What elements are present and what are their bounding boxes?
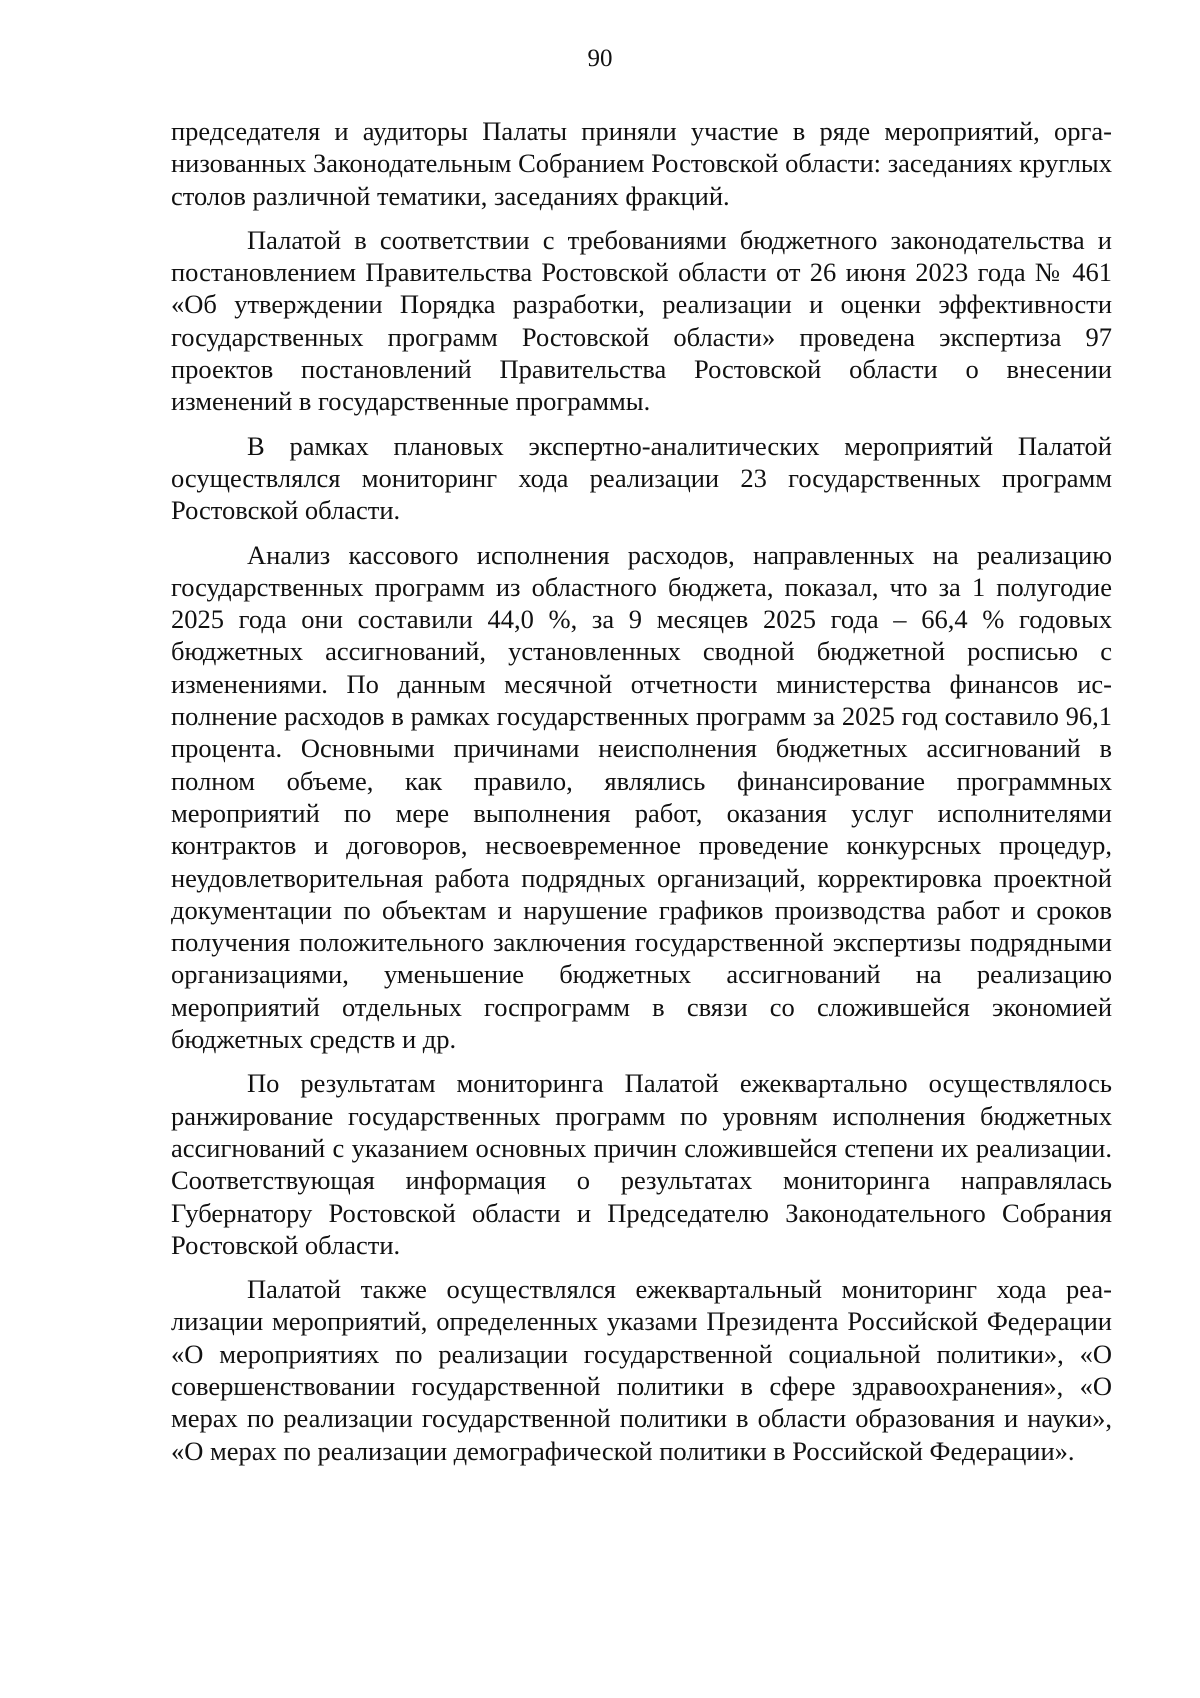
- paragraph-5: По результатам мониторинга Палатой ежеквартально осуществлялось ранжирование государственных программ по уровням исполнения бюджетных ассигнований с указанием основных причин сложившейся степени их реализации. Соответствующая информация о результатах мониторинга направлялась Губернатору Ростовской области и Председателю Законодательного Собрания Ростовской области.: [171, 1068, 1112, 1260]
- paragraph-3: В рамках плановых экспертно-аналитических мероприятий Палатой осуществлялся мониторинг хода реализации 23 государственных программ Ростовской области.: [171, 430, 1112, 526]
- paragraph-4: Анализ кассового исполнения расходов, направленных на реализацию государственных программ из областного бюджета, показал, что за 1 полугодие 2025 года они составили 44,0 %, за 9 месяцев 2025 года – 66,4 % годовых бюджетных ассигнований, установленных сводной бюджетной росписью с изменениями. По данным месячной отчетности министерства финансов исполнение расходов в рамках государственных программ за 2025 год составило 96,1 процента. Основными причинами неисполнения бюджетных ассигнований в полном объеме, как правило, являлись финансирование программных мероприятий по мере выполнения работ, оказания услуг исполнителями контрактов и договоров, несвоевременное проведение конкурсных процедур, неудовлетворительная работа подрядных организаций, корректировка проектной документации по объектам и нарушение графиков производства работ и сроков получения положительного заключения государственной экспертизы подрядными организациями, уменьшение бюджетных ассигнований на реализацию мероприятий отдельных госпрограмм в связи со сложившейся экономией бюджетных средств и др.: [171, 539, 1112, 1055]
- paragraph-2: Палатой в соответствии с требованиями бюджетного законодательства и постановлением Правительства Ростовской области от 26 июня 2023 года № 461 «Об утверждении Порядка разработки, реализации и оценки эффективности государственных программ Ростовской области» проведена экспертиза 97 проектов постановлений Правительства Ростовской области о внесении изменений в государственные программы.: [171, 224, 1112, 417]
- page-number: 90: [587, 45, 613, 72]
- paragraph-1: председателя и аудиторы Палаты приняли участие в ряде мероприятий, организованных Законодательным Собранием Ростовской области: заседаниях круглых столов различной тематики, заседаниях фракций.: [171, 116, 1112, 211]
- document-body: [171, 115, 1112, 1479]
- paragraph-6: Палатой также осуществлялся ежеквартальный мониторинг хода реализации мероприятий, определенных указами Президента Российской Федерации «О мероприятиях по реализации государственной социальной политики», «О совершенствовании государственной политики в сфере здравоохранения», «О мерах по реализации государственной политики в области образования и науки», «О мерах по реализации демографической политики в Российской Федерации».: [171, 1274, 1112, 1466]
